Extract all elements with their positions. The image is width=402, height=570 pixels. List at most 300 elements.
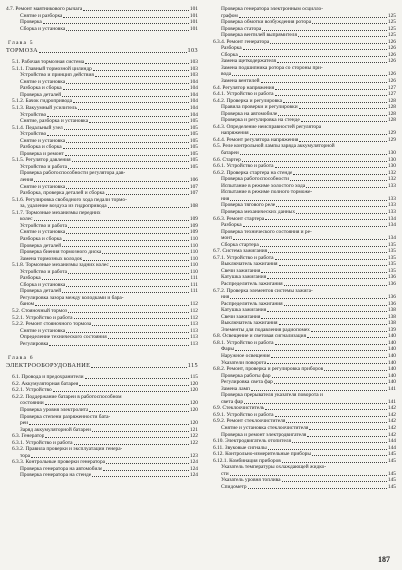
dot-leader: [78, 109, 189, 110]
toc-entry-title: Снятие и установка: [20, 327, 66, 334]
toc-entry-title: Устройство и принцип действия: [20, 72, 94, 79]
toc-entry-page: 105: [189, 118, 198, 125]
dot-leader: [309, 429, 387, 430]
dot-leader: [268, 252, 387, 253]
toc-entry-page: 122: [189, 439, 198, 446]
toc-entry-title: Указатель температуры охлаждающей жидко-: [221, 464, 327, 471]
toc-entry-title: Проверка работоспособности: [221, 176, 290, 183]
toc-entry: [6, 472, 198, 479]
toc-entry-title: Разборка и сборка: [20, 144, 62, 151]
dot-leader: [265, 219, 387, 220]
toc-entry-title: 6.2.2. Поддержание батареи в работоспособном: [12, 393, 122, 400]
toc-entry-page: 113: [190, 340, 198, 347]
dot-leader: [230, 200, 387, 201]
toc-entry-title: 6.8.2. Ремонт, проверка и регулировка приборов: [213, 366, 324, 373]
toc-entry-page: 105: [189, 157, 198, 164]
toc-entry-title: Проверка степени разряженности бата-: [20, 413, 111, 420]
dot-leader: [298, 36, 387, 37]
dot-leader: [64, 129, 189, 130]
toc-entry-title: 6.7.2. Проверка элементов системы зажига-: [213, 287, 313, 294]
dot-leader: [66, 30, 189, 31]
toc-entry-title: 6.8. Освещение и световая сигнализация: [213, 333, 307, 340]
toc-entry-page: 101: [189, 6, 198, 12]
toc-entry-title: 6.5. Реле контрольной лампы заряда аккумуляторной: [213, 143, 335, 150]
toc-entry-title: 5.1.1. Главный тормозной цилиндр: [12, 65, 92, 72]
dot-leader: [89, 122, 189, 123]
toc-entry-title: батареи: [221, 150, 239, 157]
toc-entry-title: 5.1.2. Бачок гидропривода: [12, 98, 72, 105]
toc-entry-title: Замена тормозных колодок: [20, 255, 83, 262]
toc-entry-title: Снятие и установка: [20, 229, 66, 236]
section-heading: [6, 47, 198, 55]
toc-entry-title: Катушка зажигания: [221, 274, 267, 281]
toc-entry-page: 138: [387, 313, 396, 320]
dot-leader: [279, 324, 387, 325]
toc-entry-title: Проверка биения тормозного диска: [20, 249, 102, 256]
toc-entry-page: 123: [189, 452, 198, 459]
dot-leader: [292, 442, 387, 443]
toc-entry-page: 110: [190, 255, 198, 262]
dot-leader: [235, 350, 387, 351]
toc-entry-title: 5.1.3. Вакуумный усилитель: [12, 105, 77, 112]
toc-entry-page: 124: [189, 465, 198, 472]
toc-entry-title: 5.2.2. Ремонт стояночного тормоза: [12, 321, 92, 328]
dot-leader: [62, 246, 189, 247]
toc-entry: [207, 484, 396, 491]
toc-entry-title: Проверка генератора на стенде: [20, 472, 92, 479]
dot-leader: [47, 116, 189, 117]
dot-leader: [239, 56, 387, 57]
toc-entry-page: 129: [387, 136, 396, 143]
toc-entry-page: 109: [189, 222, 198, 229]
toc-entry-title: 6.7. Система зажигания: [213, 248, 268, 255]
toc-entry-title: 6.3.3. Контрольные проверки генератора: [12, 459, 106, 466]
toc-entry-page: 126: [387, 58, 396, 65]
dot-leader: [284, 285, 387, 286]
toc-entry-title: Снятие и разборка: [20, 12, 63, 19]
dot-leader: [65, 155, 189, 156]
toc-entry-page: 141: [387, 398, 396, 405]
dot-leader: [74, 444, 189, 445]
toc-entry-page: 109: [189, 216, 198, 223]
toc-entry-title: Разборка и сборка: [20, 235, 62, 242]
toc-entry-page: 144: [387, 444, 396, 451]
toc-entry-title: 5.1.5. Регулятор давления: [12, 157, 71, 164]
toc-entry-title: 5.1. Рабочая тормозная система: [12, 59, 85, 66]
dot-leader: [103, 470, 188, 471]
toc-entry-page: 138: [387, 320, 396, 327]
dot-leader: [275, 95, 387, 96]
toc-entry-title: Проверка работы фар: [221, 372, 271, 379]
dot-leader: [260, 246, 387, 247]
toc-entry-title: Указатель уровня топлива: [221, 477, 281, 484]
dot-leader: [268, 449, 387, 450]
page-number: 187: [378, 555, 390, 564]
toc-entry-page: 140: [387, 366, 396, 373]
dot-leader: [299, 108, 387, 109]
dot-leader: [66, 142, 189, 143]
toc-entry-title: 6.1. Провода и предохранители: [12, 374, 84, 381]
toc-entry-title: Проверка: [20, 19, 42, 26]
dot-leader: [243, 226, 387, 227]
toc-entry-title: Сборка и установка: [20, 25, 66, 32]
dot-leader: [283, 102, 387, 103]
toc-entry-title: Элементы для подавления радиопомех: [221, 326, 310, 333]
toc-entry-page: 104: [189, 91, 198, 98]
toc-entry-page: 112: [190, 301, 198, 308]
toc-entry-page: 126: [387, 71, 396, 78]
toc-entry-title: баном: [20, 301, 35, 308]
dot-leader: [251, 390, 387, 391]
dot-leader: [282, 481, 387, 482]
toc-entry-title: Замена вентилей: [221, 78, 260, 85]
toc-entry-title: 5.1.7. Тормозные механизмы передних: [12, 209, 101, 216]
toc-entry-page: 105: [189, 124, 198, 131]
dot-leader: [324, 370, 387, 371]
toc-entry-page: 133: [387, 208, 396, 215]
toc-entry-title: 6.4.4. Ремонт регулятора напряжения: [213, 136, 299, 143]
dot-leader: [270, 43, 387, 44]
toc-entry-page: 132: [387, 176, 396, 183]
toc-entry-title: 6.6. Стартер: [213, 156, 241, 163]
toc-entry-page: 105: [189, 137, 198, 144]
toc-entry-page: 128: [387, 97, 396, 104]
dot-leader: [31, 457, 189, 458]
toc-entry-page: 133: [387, 182, 396, 189]
toc-entry-page: 140: [387, 359, 396, 366]
dot-leader: [312, 455, 387, 456]
toc-entry-title: Регулировка: [20, 340, 49, 347]
toc-entry-title: Устройство: [20, 131, 47, 138]
dot-leader: [248, 488, 387, 489]
toc-entry-title: ления: [20, 177, 34, 184]
toc-entry-title: 6.4.3. Определение неисправностей регулятора: [213, 123, 322, 130]
toc-entry-page: 135: [387, 254, 396, 261]
toc-entry-page: 145: [387, 457, 396, 464]
toc-entry-title: Разборка: [221, 45, 242, 52]
toc-entry-page: 135: [387, 248, 396, 255]
dot-leader: [106, 463, 189, 464]
toc-entry-page: 105: [189, 131, 198, 138]
toc-entry-title: 6.3. Генератор: [12, 433, 45, 440]
toc-entry-title: света фар: [221, 398, 244, 405]
toc-entry-title: Проверка и ремонт электродвигателя: [221, 431, 307, 438]
toc-entry-page: 101: [189, 25, 198, 32]
dot-leader: [92, 431, 189, 432]
toc-entry-title: 6.6.3. Ремонт стартера: [213, 215, 265, 222]
toc-entry-page: 120: [189, 387, 198, 394]
toc-entry-page: 133: [387, 195, 396, 202]
toc-entry-page: 130: [387, 163, 396, 170]
toc-entry-title: реи: [20, 420, 28, 427]
toc-entry-page: 136: [387, 294, 396, 301]
toc-entry-page: 126: [387, 51, 396, 58]
dot-leader: [53, 391, 189, 392]
toc-entry-page: 110: [190, 249, 198, 256]
toc-entry-page: 139: [387, 326, 396, 333]
dot-leader: [272, 377, 387, 378]
dot-leader: [85, 378, 190, 379]
toc-entry-title: Проверка технического состояния и ре-: [221, 228, 312, 235]
toc-entry-page: 126: [387, 45, 396, 52]
toc-entry-title: Устройство и работа: [20, 163, 68, 170]
toc-entry-page: 140: [387, 346, 396, 353]
toc-entry-page: 127: [387, 91, 396, 98]
toc-entry-title: 6.6.1. Устройство и работа: [213, 163, 274, 170]
dot-leader: [83, 260, 189, 261]
dot-leader: [301, 121, 387, 122]
dot-leader: [92, 325, 189, 326]
dot-leader: [72, 161, 189, 162]
toc-entry-page: 111: [190, 275, 198, 282]
toc-entry-title: 6.12. Контрольно-измерительные приборы: [213, 451, 311, 458]
dot-leader: [66, 188, 189, 189]
toc-entry-title: 6.4.2. Проверка и регулировка: [213, 97, 283, 104]
dot-leader: [261, 272, 387, 273]
section-title: ЭЛЕКТРООБОРУДОВАНИЕ: [6, 362, 91, 370]
dot-leader: [63, 148, 189, 149]
toc-entry-page: 104: [189, 85, 198, 92]
toc-entry-title: Устройство: [20, 111, 47, 118]
toc-entry-title: Указатели поворота: [221, 359, 267, 366]
toc-entry-title: Правила проверки и регулировки: [221, 104, 298, 111]
toc-entry-page: 110: [190, 262, 198, 269]
toc-entry-page: 110: [190, 235, 198, 242]
toc-entry-page: 142: [387, 405, 396, 412]
dot-leader: [63, 17, 188, 18]
toc-entry-title: Разборка и сборка: [20, 85, 62, 92]
dot-leader: [275, 167, 387, 168]
dot-leader: [66, 233, 189, 234]
toc-entry-page: 133: [387, 202, 396, 209]
toc-entry-page: 132: [387, 169, 396, 176]
toc-entry-title: Проверка статора: [221, 25, 262, 32]
dot-leader: [63, 89, 189, 90]
toc-entry-page: 140: [387, 333, 396, 340]
toc-entry-page: 103: [189, 59, 198, 66]
dot-leader: [74, 318, 190, 319]
dot-leader: [89, 411, 188, 412]
toc-entry-page: 125: [387, 19, 396, 26]
dot-leader: [240, 154, 387, 155]
toc-entry-title: колес: [20, 216, 33, 223]
dot-leader: [282, 462, 387, 463]
dot-leader: [66, 83, 189, 84]
dot-leader: [35, 305, 189, 306]
toc-entry-title: 6.2.1. Устройство: [12, 387, 52, 394]
toc-entry-title: Проверка на автомобиле: [221, 110, 278, 117]
toc-entry-title: Снятие и установка: [20, 183, 66, 190]
dot-leader: [91, 367, 186, 368]
toc-entry-title: ния: [221, 294, 230, 301]
toc-entry-title: Спидометр: [221, 483, 247, 490]
toc-entry-page: 113: [190, 334, 198, 341]
toc-entry-title: Проверка и регулировка на стенде: [221, 117, 300, 124]
toc-entry-title: Снятие и установка: [20, 78, 66, 85]
dot-leader: [73, 102, 189, 103]
dot-leader: [83, 10, 189, 11]
toc-entry-title: Замена щеткодержателя: [221, 58, 277, 65]
toc-entry-page: 105: [189, 144, 198, 151]
toc-entry-page: 111: [190, 288, 198, 295]
dot-leader: [274, 383, 387, 384]
toc-entry-page: 112: [190, 314, 198, 321]
toc-entry-page: 128: [387, 117, 396, 124]
toc-entry-page: 135: [387, 261, 396, 268]
toc-entry-title: вода: [221, 71, 232, 78]
toc-entry-title: 6.9. Стеклоочиститель: [213, 405, 265, 412]
toc-entry-page: 135: [387, 267, 396, 274]
toc-entry-title: Заряд аккумуляторной батареи: [20, 426, 91, 433]
dot-leader: [68, 227, 189, 228]
toc-entry-page: 113: [190, 327, 198, 334]
dot-leader: [279, 265, 387, 266]
toc-entry-page: 109: [189, 229, 198, 236]
page-ref: 115: [187, 362, 198, 370]
dot-leader: [230, 475, 387, 476]
toc-entry-page: 127: [387, 84, 396, 91]
toc-entry-title: 6.10. Электродвигатель отопителя: [213, 438, 292, 445]
toc-entry-page: 104: [189, 78, 198, 85]
toc-entry-title: 6.3.2. Правила проверки и эксплуатации генера-: [12, 446, 123, 453]
dot-leader: [307, 337, 387, 338]
toc-entry-page: 110: [190, 242, 198, 249]
toc-entry-page: 145: [387, 483, 396, 490]
toc-entry-title: напряжения: [221, 130, 249, 137]
toc-entry-page: 134: [387, 222, 396, 229]
toc-entry-title: сти: [221, 470, 229, 477]
dot-leader: [277, 62, 387, 63]
dot-leader: [102, 253, 189, 254]
dot-leader: [311, 331, 387, 332]
toc-entry-title: 6.9.2. Ремонт стеклоочистителя: [213, 418, 286, 425]
toc-entry-page: 134: [387, 235, 396, 242]
toc-entry-page: 130: [387, 150, 396, 157]
dot-leader: [278, 115, 387, 116]
dot-leader: [267, 311, 387, 312]
toc-entry-page: 120: [189, 380, 198, 387]
dot-leader: [232, 75, 387, 76]
dot-leader: [34, 220, 189, 221]
section-title: ТОРМОЗА: [6, 47, 38, 55]
dot-leader: [271, 357, 386, 358]
dot-leader: [93, 70, 189, 71]
dot-leader: [250, 134, 387, 135]
dot-leader: [261, 82, 387, 83]
toc-entry-page: 128: [387, 110, 396, 117]
dot-leader: [45, 437, 188, 438]
toc-entry-page: 105: [189, 150, 198, 157]
dot-leader: [29, 424, 189, 425]
toc-entry-title: Распределитель зажигания: [221, 300, 283, 307]
toc-right-column: [207, 6, 396, 490]
dot-leader: [66, 286, 189, 287]
toc-entry-title: 4.7. Ремонт маятникового рычага: [6, 6, 83, 12]
toc-entry-page: 136: [387, 300, 396, 307]
dot-leader: [62, 292, 189, 293]
toc-entry-title: Испытание в режиме холостого хода: [221, 182, 306, 189]
toc-entry-title: 5.1.8. Тормозные механизмы задних колес: [12, 262, 109, 269]
toc-entry-page: 125: [387, 12, 396, 19]
toc-entry-title: Проверка уровня электролита: [20, 406, 89, 413]
dot-leader: [284, 305, 387, 306]
toc-entry-title: 6.4. Регулятор напряжения: [213, 84, 275, 91]
toc-entry-page: 115: [190, 374, 198, 381]
dot-leader: [293, 174, 386, 175]
toc-entry-title: монт: [221, 235, 233, 242]
toc-entry-title: 6.2. Аккумуляторная батарея: [12, 380, 79, 387]
dot-leader: [95, 76, 189, 77]
dot-leader: [276, 206, 387, 207]
toc-entry-title: Проверка тягового реле: [221, 202, 276, 209]
toc-entry-title: Проверка вентилей выпрямителя: [221, 32, 297, 39]
spacer: [6, 347, 198, 351]
toc-entry-page: 126: [387, 38, 396, 45]
section-heading: [6, 362, 198, 370]
toc-entry-page: 145: [387, 451, 396, 458]
toc-entry-title: Разборка: [221, 222, 242, 229]
toc-entry-title: Проверка деталей: [20, 91, 62, 98]
dot-leader: [68, 312, 189, 313]
dot-leader: [307, 436, 387, 437]
toc-entry-title: Проверка и ремонт: [20, 150, 64, 157]
toc-entry-title: Свечи зажигания: [221, 267, 261, 274]
dot-leader: [49, 345, 189, 346]
toc-entry-title: Фары: [221, 346, 234, 353]
dot-leader: [92, 476, 189, 477]
toc-entry-title: Сборка: [221, 51, 238, 58]
dot-leader: [265, 409, 387, 410]
dot-leader: [39, 52, 187, 53]
toc-entry-title: Снятие и установка стеклоочистителя: [221, 425, 309, 431]
dot-leader: [63, 240, 189, 241]
toc-entry-page: 108: [189, 203, 198, 210]
dot-leader: [275, 89, 387, 90]
toc-entry-title: Проверка деталей: [20, 242, 62, 249]
toc-entry-page: 129: [387, 130, 396, 137]
toc-entry-page: 144: [387, 438, 396, 445]
toc-entry-page: 136: [387, 280, 396, 287]
toc-entry-title: Сборка стартера: [221, 241, 259, 248]
toc-entry-title: Проверка обмотки возбуждения ротора: [221, 19, 312, 26]
toc-entry-page: 140: [387, 352, 396, 359]
dot-leader: [233, 239, 387, 240]
toc-entry-page: 101: [189, 19, 198, 26]
toc-entry-page: 112: [190, 307, 198, 314]
dot-leader: [267, 363, 387, 364]
toc-entry-title: состоянии: [20, 400, 44, 407]
dot-leader: [267, 278, 387, 279]
toc-entry-page: 142: [387, 425, 396, 431]
toc-entry-title: Регулировка зазора между колодками и бара-: [20, 294, 124, 301]
toc-entry-title: Разборка: [20, 275, 41, 282]
toc-entry-page: 138: [387, 307, 396, 314]
chapter-heading: Глава 5: [8, 40, 34, 47]
toc-entry-title: Проверка механических данных: [221, 208, 296, 215]
toc-entry-title: Выключатель зажигания: [221, 320, 278, 327]
toc-entry-title: Распределитель зажигания: [221, 280, 283, 287]
toc-entry-title: Проверка генератора электронным осцилло-: [221, 6, 324, 12]
toc-entry-page: 125: [387, 25, 396, 32]
toc-entry-page: 120: [189, 400, 198, 407]
toc-left-column: [6, 6, 198, 479]
toc-entry-title: Сборка и установка: [20, 281, 66, 288]
toc-entry-page: 107: [189, 183, 198, 190]
toc-entry-page: 140: [387, 372, 396, 379]
toc-entry-title: Устройство и работа: [20, 222, 68, 229]
dot-leader: [275, 259, 387, 260]
dot-leader: [239, 17, 387, 18]
